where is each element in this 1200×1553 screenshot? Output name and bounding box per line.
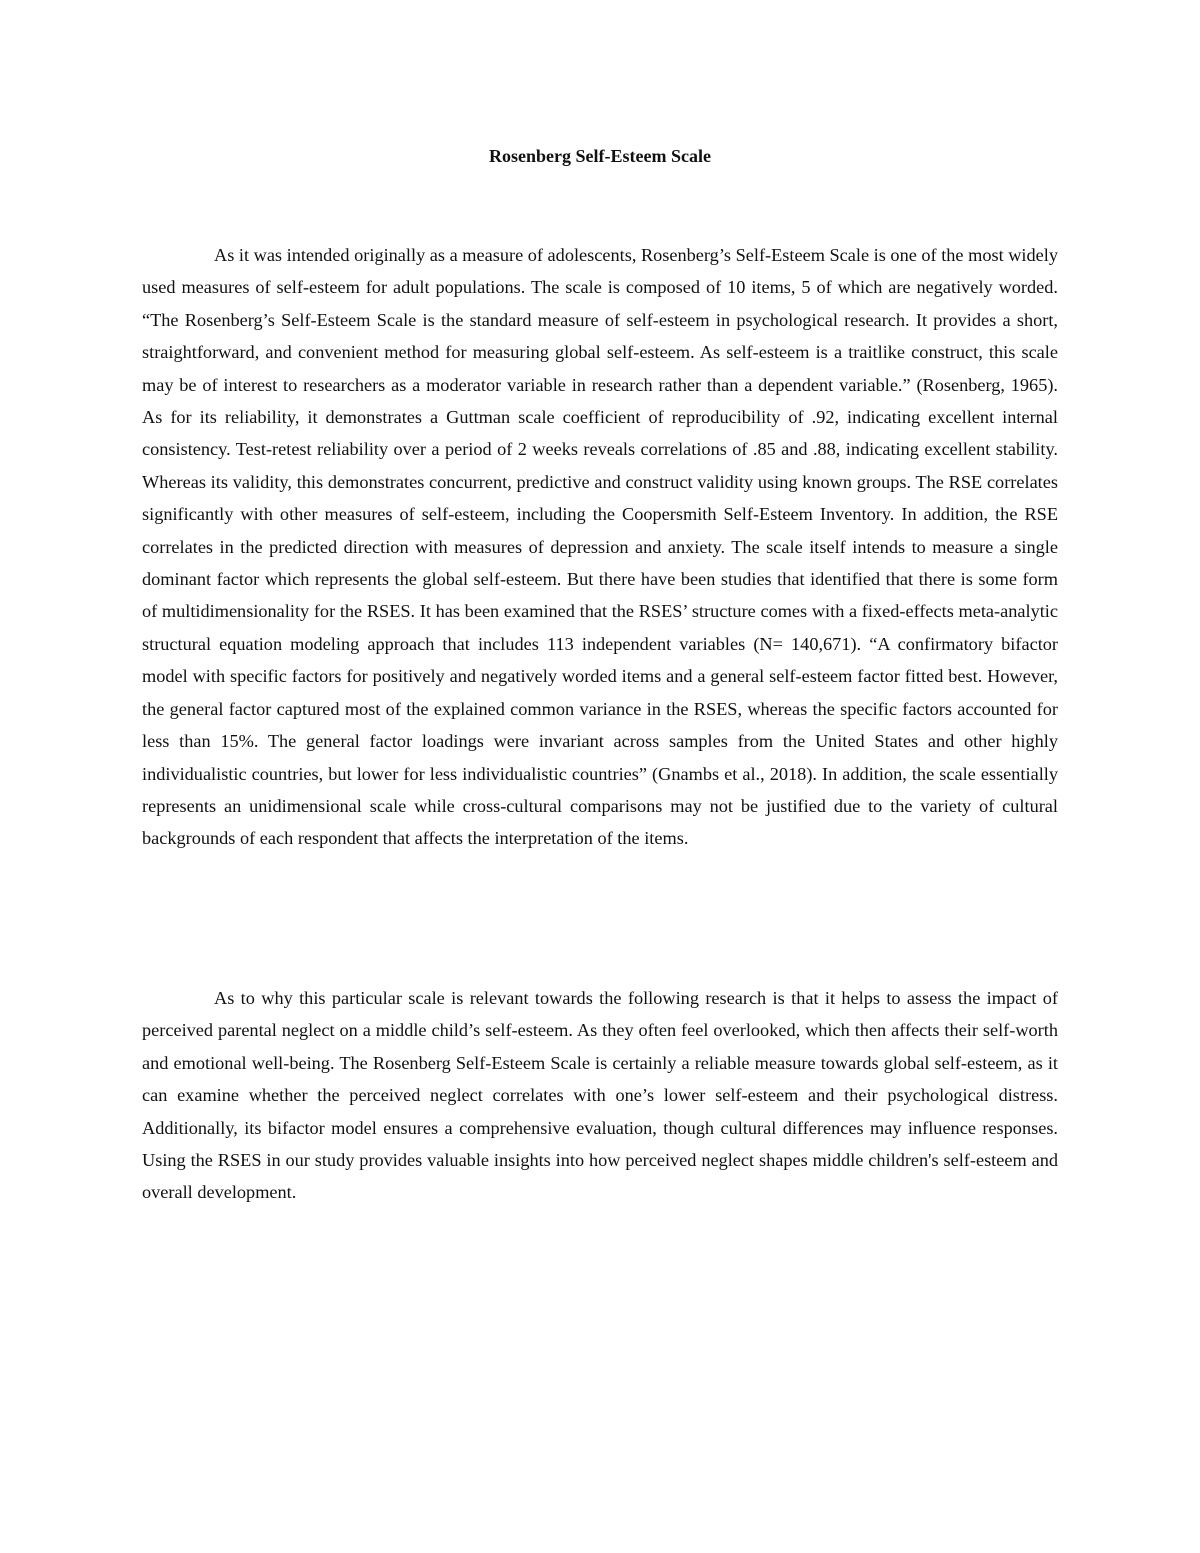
paragraph-reliability-validity: As it was intended originally as a measure of adolescents, Rosenberg’s Self-Esteem Scale is one of the most widely used measures of self-esteem for adult populations. The scale is composed of 10 items, 5 of which are negatively worded. “The Rosenberg’s Self-Esteem Scale is the standard measure of self-esteem in psychological research. It provides a short, straightforward, and convenient method for measuring global self-esteem. As self-esteem is a traitlike construct, this scale may be of interest to researchers as a moderator variable in research rather than a dependent variable.” (Rosenberg, 1965). As for its reliability, it demonstrates a Guttman scale coefficient of reproducibility of .92, indicating excellent internal consistency. Test-retest reliability over a period of 2 weeks reveals correlations of .85 and .88, indicating excellent stability. Whereas its validity, this demonstrates concurrent, predictive and construct validity using known groups. The RSE correlates significantly with other measures of self-esteem, including the Coopersmith Self-Esteem Inventory. In addition, the RSE correlates in the predicted direction with measures of depression and anxiety. The scale itself intends to measure a single dominant factor which represents the global self-esteem. But there have been studies that identified that there is some form of multidimensionality for the RSES. It has been examined that the RSES’ structure comes with a fixed-effects meta-analytic structural equation modeling approach that includes 113 independent variables (N= 140,671). “A confirmatory bifactor model with specific factors for positively and negatively worded items and a general self-esteem factor fitted best. However, the general factor captured most of the explained common variance in the RSES, whereas the specific factors accounted for less than 15%. The general factor loadings were invariant across samples from the United States and other highly individualistic countries, but lower for less individualistic countries” (Gnambs et al., 2018). In addition, the scale essentially represents an unidimensional scale while cross-cultural comparisons may not be justified due to the variety of cultural backgrounds of each respondent that affects the interpretation of the items. [142, 245, 1058, 849]
document-title: Rosenberg Self-Esteem Scale [489, 146, 711, 166]
paragraph-relevance: As to why this particular scale is relevant towards the following research is that it helps to assess the impact of perceived parental neglect on a middle child’s self-esteem. As they often feel overlooked, which then affects their self-worth and emotional well-being. The Rosenberg Self-Esteem Scale is certainly a reliable measure towards global self-esteem, as it can examine whether the perceived neglect correlates with one’s lower self-esteem and their psychological distress. Additionally, its bifactor model ensures a comprehensive evaluation, though cultural differences may influence responses. Using the RSES in our study provides valuable insights into how perceived neglect shapes middle children's self-esteem and overall development. [142, 988, 1058, 1203]
